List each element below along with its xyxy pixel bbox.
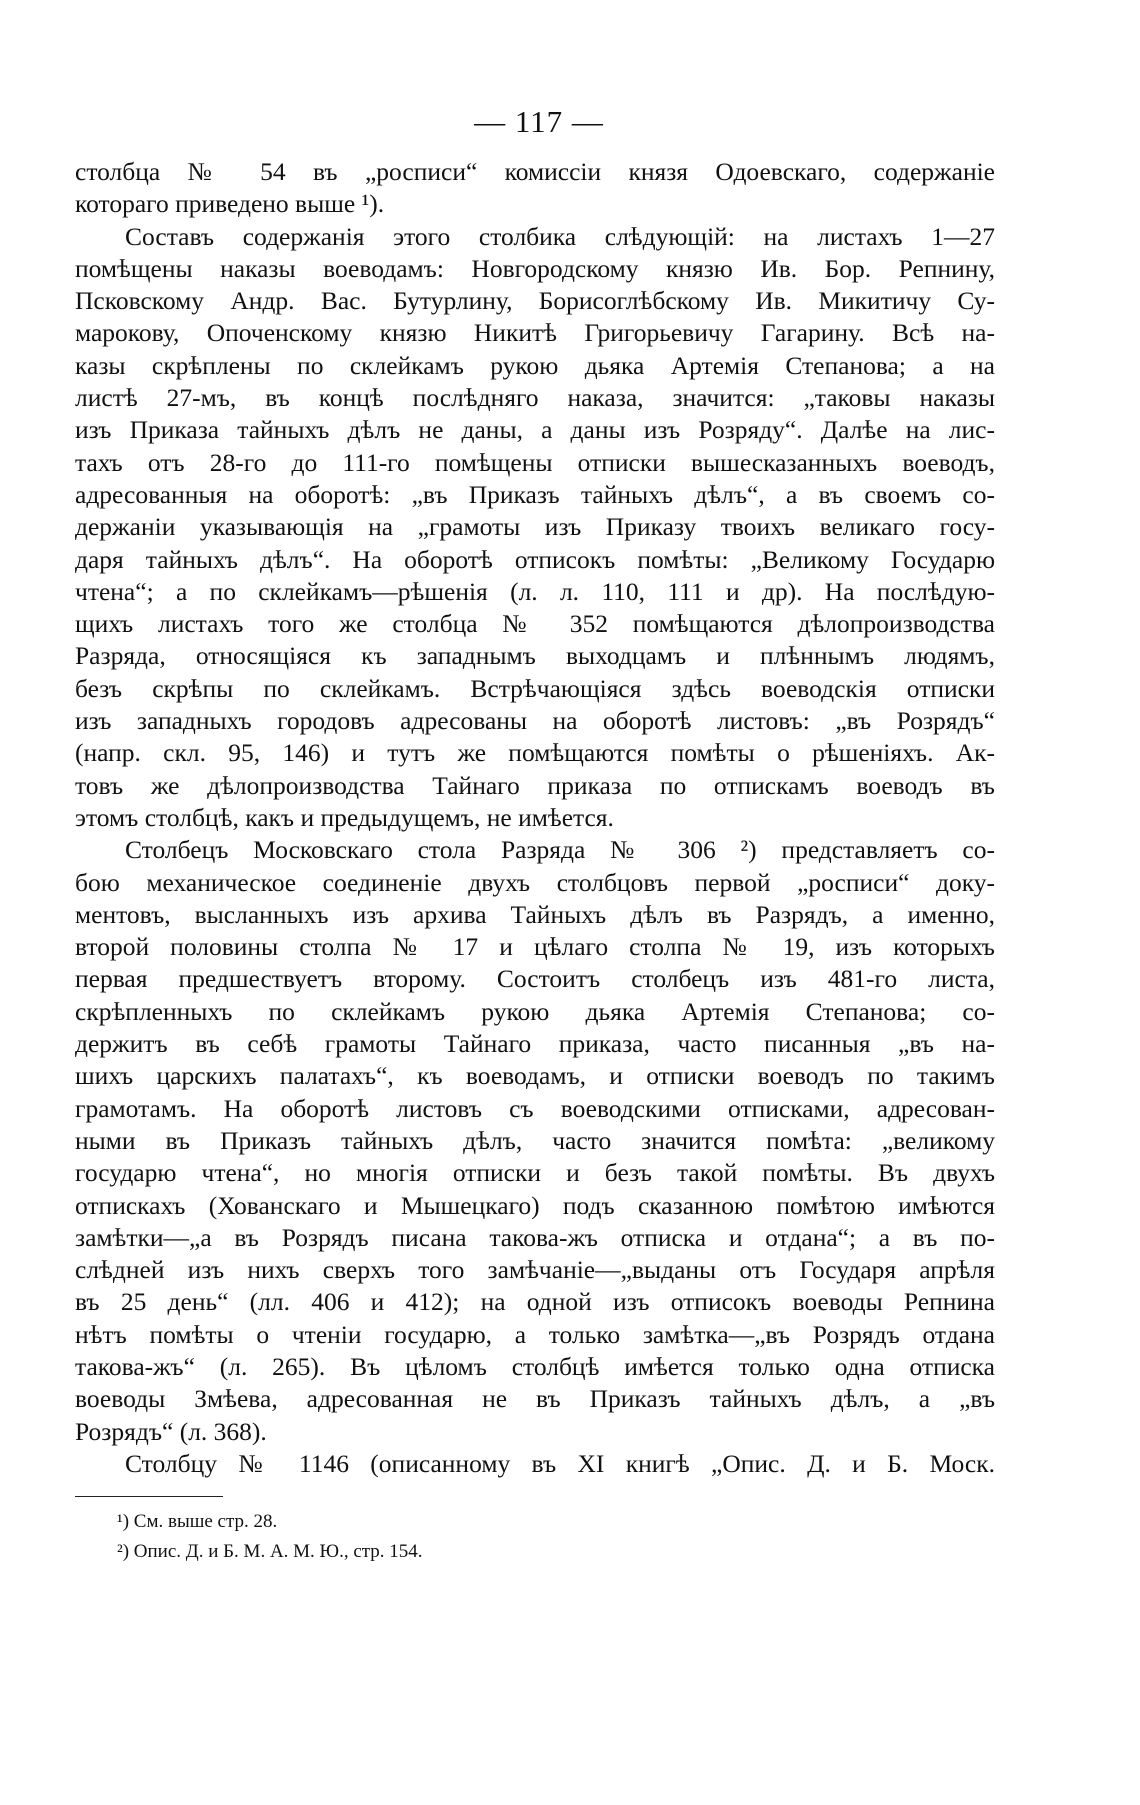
text-line: бою механическое соединеніе двухъ столбцовъ первой „росписи“ доку-	[75, 867, 995, 897]
text-line: Столбцу № 1146 (описанному въ XI книгѣ „Опис. Д. и Б. Моск.	[125, 1448, 995, 1478]
text-line: казы скрѣплены по склейкамъ рукою дьяка Артемія Степанова; а на	[75, 350, 995, 380]
text-line: изъ западныхъ городовъ адресованы на оборотѣ листовъ: „въ Розрядъ“	[75, 706, 995, 736]
text-line: помѣщены наказы воеводамъ: Новгородскому князю Ив. Бор. Репнину,	[75, 253, 995, 283]
footnote-1: ¹) См. выше стр. 28.	[117, 1511, 278, 1533]
text-line: котораго приведено выше ¹).	[75, 189, 385, 219]
text-line: тахъ отъ 28-го до 111-го помѣщены отписки вышесказанныхъ воеводъ,	[75, 447, 995, 477]
text-line: изъ Приказа тайныхъ дѣлъ не даны, а даны изъ Розряду“. Далѣе на лис-	[75, 415, 995, 445]
text-line: ными въ Приказъ тайныхъ дѣлъ, часто значится помѣта: „великому	[75, 1125, 995, 1155]
text-line: Составъ содержанія этого столбика слѣдующій: на листахъ 1—27	[125, 221, 995, 251]
text-line: щихъ листахъ того же столбца № 352 помѣщаются дѣлопроизводства	[75, 609, 995, 639]
text-line: въ 25 день“ (лл. 406 и 412); на одной изъ отписокъ воеводы Репнина	[75, 1287, 995, 1317]
text-line: шихъ царскихъ палатахъ“, къ воеводамъ, и отписки воеводъ по такимъ	[75, 1061, 995, 1091]
text-line: ментовъ, высланныхъ изъ архива Тайныхъ дѣлъ въ Разрядъ, а именно,	[75, 899, 995, 929]
text-line: такова-жъ“ (л. 265). Въ цѣломъ столбцѣ имѣется только одна отписка	[75, 1351, 995, 1381]
footnote-divider	[75, 1496, 223, 1497]
text-line: даря тайныхъ дѣлъ“. На оборотѣ отписокъ помѣты: „Великому Государю	[75, 544, 995, 574]
text-line: держитъ въ себѣ грамоты Тайнаго приказа, часто писанныя „въ на-	[75, 1029, 995, 1059]
text-line: Разряда, относящіяся къ западнымъ выходцамъ и плѣннымъ людямъ,	[75, 641, 995, 671]
text-line: государю чтена“, но многія отписки и безъ такой помѣты. Въ двухъ	[75, 1158, 995, 1188]
text-line: слѣдней изъ нихъ сверхъ того замѣчаніе—„выданы отъ Государя апрѣля	[75, 1255, 995, 1285]
footnote-2: ²) Опис. Д. и Б. М. А. М. Ю., стр. 154.	[117, 1541, 423, 1563]
text-line: первая предшествуетъ второму. Состоитъ столбецъ изъ 481-го листа,	[75, 964, 995, 994]
text-line: товъ же дѣлопроизводства Тайнаго приказа по отпискамъ воеводъ въ	[75, 770, 995, 800]
text-line: столбца № 54 въ „росписи“ комиссіи князя Одоевскаго, содержаніе	[75, 157, 995, 186]
text-line: марокову, Опоченскому князю Никитѣ Григорьевичу Гагарину. Всѣ на-	[75, 318, 995, 348]
text-line: держаніи указывающія на „грамоты изъ Приказу твоихъ великаго госу-	[75, 512, 995, 542]
text-line: замѣтки—„а въ Розрядъ писана такова-жъ отписка и отдана“; а въ по-	[75, 1222, 995, 1252]
text-line: листѣ 27-мъ, въ концѣ послѣдняго наказа, значится: „таковы наказы	[75, 383, 995, 413]
body-text	[75, 156, 995, 1480]
text-line: Розрядъ“ (л. 368).	[75, 1416, 267, 1446]
text-line: этомъ столбцѣ, какъ и предыдущемъ, не имѣется.	[75, 802, 614, 832]
text-line: Псковскому Андр. Вас. Бутурлину, Борисоглѣбскому Ив. Микитичу Су-	[75, 286, 995, 316]
text-line: второй половины столпа № 17 и цѣлаго столпа № 19, изъ которыхъ	[75, 932, 995, 962]
text-line: адресованныя на оборотѣ: „въ Приказъ тайныхъ дѣлъ“, а въ своемъ со-	[75, 479, 995, 509]
document-page	[75, 100, 995, 1567]
text-line: грамотамъ. На оборотѣ листовъ съ воеводскими отписками, адресован-	[75, 1093, 995, 1123]
text-line: нѣтъ помѣты о чтеніи государю, а только замѣтка—„въ Розрядъ отдана	[75, 1319, 995, 1349]
footnotes	[75, 1507, 995, 1567]
text-line: (напр. скл. 95, 146) и тутъ же помѣщаются помѣты о рѣшеніяхъ. Ак-	[75, 738, 995, 768]
text-line: безъ скрѣпы по склейкамъ. Встрѣчающіяся здѣсь воеводскія отписки	[75, 673, 995, 703]
page-number: — 117 —	[474, 104, 604, 139]
text-line: отпискахъ (Хованскаго и Мышецкаго) подъ сказанною помѣтою имѣются	[75, 1190, 995, 1220]
text-line: скрѣпленныхъ по склейкамъ рукою дьяка Артемія Степанова; со-	[75, 996, 995, 1026]
text-line: Столбецъ Московскаго стола Разряда № 306 ²) представляетъ со-	[125, 835, 995, 865]
text-line: воеводы Змѣева, адресованная не въ Приказъ тайныхъ дѣлъ, а „въ	[75, 1384, 995, 1414]
text-line: чтена“; а по склейкамъ—рѣшенія (л. л. 110, 111 и др). На послѣдую-	[75, 576, 995, 606]
